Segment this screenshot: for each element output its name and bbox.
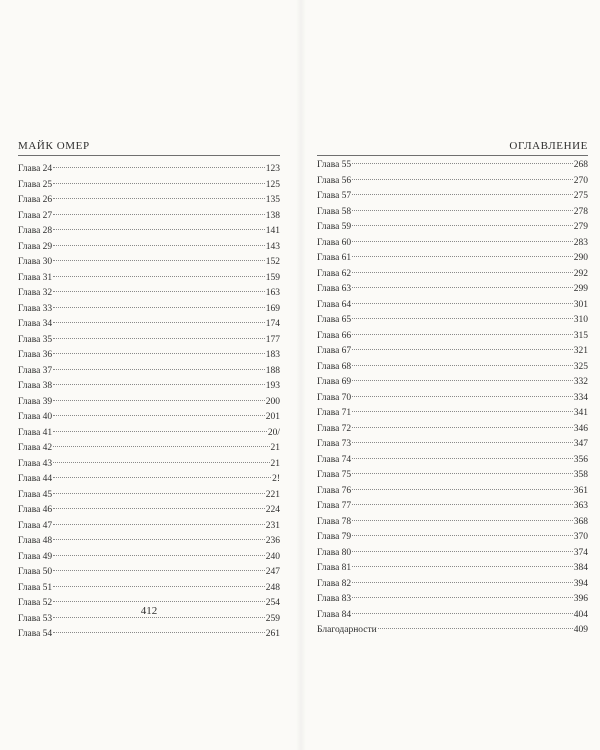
toc-entry [317, 236, 588, 252]
toc-entry-page: 240 [265, 551, 280, 562]
toc-entry-label: Глава 82 [317, 578, 352, 589]
toc-entry-page: 283 [573, 237, 588, 248]
left-page [18, 0, 280, 750]
toc-entry [18, 565, 280, 581]
toc-entry [317, 189, 588, 205]
toc-entry-label: Глава 74 [317, 454, 352, 465]
toc-entry-page: 292 [573, 268, 588, 279]
dot-leader [378, 628, 573, 629]
toc-entry-page: 368 [573, 516, 588, 527]
toc-entry-label: Глава 24 [18, 164, 53, 174]
toc-entry-page: 125 [265, 179, 280, 190]
toc-entry-page: 159 [265, 272, 280, 283]
toc-entry-label: Глава 84 [317, 609, 352, 620]
dot-leader [352, 163, 573, 164]
toc-entry-label: Глава 47 [18, 520, 53, 531]
toc-entry [18, 581, 280, 597]
toc-entry [18, 317, 280, 333]
toc-entry [18, 534, 280, 550]
toc-entry-page: 141 [265, 226, 280, 236]
toc-entry-page: 201 [265, 412, 280, 422]
toc-entry-label: Глава 77 [317, 501, 352, 511]
toc-entry [18, 333, 280, 349]
toc-entry-page: 254 [265, 598, 280, 608]
toc-entry-label: Глава 44 [18, 474, 53, 484]
toc-list-right [317, 158, 588, 639]
toc-entry-page: 270 [573, 175, 588, 186]
toc-entry [317, 546, 588, 562]
toc-entry-label: Глава 76 [317, 485, 352, 496]
toc-entry-label: Глава 38 [18, 381, 53, 391]
toc-entry-label: Глава 70 [317, 392, 352, 403]
toc-entry [18, 503, 280, 519]
dot-leader [352, 504, 573, 505]
toc-entry-page: 404 [573, 609, 588, 620]
toc-entry [317, 468, 588, 484]
toc-entry [317, 375, 588, 391]
toc-entry-page: 174 [265, 319, 280, 329]
toc-entry-label: Глава 31 [18, 272, 53, 283]
toc-entry-page: 332 [573, 377, 588, 387]
dot-leader [53, 493, 265, 494]
toc-entry-label: Глава 37 [18, 365, 53, 376]
dot-leader [53, 446, 269, 447]
dot-leader [352, 613, 573, 614]
toc-entry [18, 457, 280, 473]
toc-entry-page: 374 [573, 547, 588, 558]
toc-entry-label: Глава 57 [317, 191, 352, 201]
toc-entry-label: Глава 71 [317, 408, 352, 418]
toc-entry [317, 530, 588, 546]
toc-entry [317, 453, 588, 469]
toc-entry-page: 370 [573, 532, 588, 542]
toc-entry-page: 358 [573, 470, 588, 480]
toc-entry-label: Глава 69 [317, 377, 352, 387]
toc-entry-label: Глава 52 [18, 598, 53, 608]
dot-leader [53, 307, 265, 308]
dot-leader [53, 524, 265, 525]
dot-leader [352, 411, 573, 412]
dot-leader [352, 225, 573, 226]
toc-entry-label: Глава 66 [317, 330, 352, 341]
toc-entry-label: Глава 67 [317, 346, 352, 356]
toc-entry-label: Глава 29 [18, 241, 53, 252]
dot-leader [53, 632, 265, 633]
toc-entry-page: 152 [265, 257, 280, 267]
toc-entry-label: Глава 56 [317, 175, 352, 186]
toc-entry-page: 341 [573, 408, 588, 418]
toc-entry [18, 286, 280, 302]
toc-entry-page: 384 [573, 563, 588, 573]
dot-leader [53, 570, 265, 571]
toc-entry-label: Глава 78 [317, 516, 352, 527]
toc-entry-page: 221 [265, 489, 280, 500]
dot-leader [53, 198, 265, 199]
toc-entry-page: 275 [573, 191, 588, 201]
toc-entry-page: 325 [573, 361, 588, 372]
dot-leader [53, 167, 265, 168]
toc-entry-page: 259 [265, 613, 280, 624]
toc-entry-label: Глава 75 [317, 470, 352, 480]
toc-entry-page: 143 [265, 241, 280, 252]
toc-entry [18, 379, 280, 395]
dot-leader [53, 214, 265, 215]
dot-leader [352, 458, 573, 459]
toc-entry-label: Глава 63 [317, 284, 352, 294]
dot-leader [352, 349, 573, 350]
toc-entry [317, 391, 588, 407]
dot-leader [53, 400, 265, 401]
toc-entry-label: Глава 25 [18, 179, 53, 190]
dot-leader [53, 462, 269, 463]
toc-entry [317, 561, 588, 577]
toc-entry-page: 409 [573, 625, 588, 635]
dot-leader [53, 477, 271, 478]
toc-entry-page: 394 [573, 578, 588, 589]
toc-entry-label: Глава 32 [18, 288, 53, 298]
toc-entry [317, 298, 588, 314]
toc-entry [317, 422, 588, 438]
toc-entry [317, 344, 588, 360]
toc-entry-page: 247 [265, 567, 280, 577]
dot-leader [53, 260, 265, 261]
toc-entry-label: Глава 53 [18, 613, 53, 624]
toc-entry-page: 177 [265, 334, 280, 345]
dot-leader [352, 442, 573, 443]
dot-leader [352, 256, 573, 257]
toc-entry-page: 21 [270, 458, 280, 469]
dot-leader [352, 535, 573, 536]
toc-entry [317, 329, 588, 345]
toc-entry-page: 21 [270, 443, 280, 453]
toc-entry-page: 224 [265, 505, 280, 515]
toc-entry-label: Глава 49 [18, 551, 53, 562]
toc-entry-label: Глава 61 [317, 253, 352, 263]
dot-leader [53, 586, 265, 587]
toc-entry-label: Глава 41 [18, 427, 53, 438]
toc-entry [317, 282, 588, 298]
toc-entry [18, 410, 280, 426]
toc-entry-label: Глава 46 [18, 505, 53, 515]
toc-entry-label: Глава 27 [18, 210, 53, 221]
toc-entry-label: Глава 79 [317, 532, 352, 542]
toc-entry-label: Глава 45 [18, 489, 53, 500]
dot-leader [53, 539, 265, 540]
toc-list-left [18, 162, 280, 643]
toc-entry-label: Глава 35 [18, 334, 53, 345]
dot-leader [53, 384, 265, 385]
toc-entry-label: Глава 64 [317, 299, 352, 310]
dot-leader [352, 318, 573, 319]
toc-entry-page: 334 [573, 392, 588, 403]
toc-entry-label: Глава 39 [18, 396, 53, 407]
toc-entry [18, 426, 280, 442]
toc-entry [317, 499, 588, 515]
toc-entry [317, 267, 588, 283]
toc-entry [317, 158, 588, 174]
toc-entry [18, 348, 280, 364]
page-number: 412 [140, 605, 158, 617]
toc-entry-label: Глава 72 [317, 423, 352, 434]
toc-entry-page: 396 [573, 594, 588, 604]
toc-entry [18, 209, 280, 225]
dot-leader [352, 334, 573, 335]
toc-entry-label: Глава 26 [18, 195, 53, 205]
toc-entry-page: 268 [573, 160, 588, 170]
toc-entry-page: 290 [573, 253, 588, 263]
toc-entry-page: 278 [573, 206, 588, 217]
dot-leader [53, 322, 265, 323]
dot-leader [53, 555, 265, 556]
running-header-contents: ОГЛАВЛЕНИЕ [317, 139, 588, 156]
toc-entry-label: Глава 54 [18, 629, 53, 639]
toc-entry-label: Глава 34 [18, 319, 53, 329]
dot-leader [53, 276, 265, 277]
toc-entry [18, 395, 280, 411]
toc-entry-page: 363 [573, 501, 588, 511]
toc-entry-page: 299 [573, 284, 588, 294]
toc-entry [18, 519, 280, 535]
dot-leader [53, 183, 265, 184]
dot-leader [352, 303, 573, 304]
dot-leader [53, 291, 265, 292]
toc-entry-page: 231 [265, 520, 280, 531]
toc-entry [317, 406, 588, 422]
toc-entry [18, 240, 280, 256]
toc-entry-label: Глава 60 [317, 237, 352, 248]
dot-leader [53, 353, 265, 354]
dot-leader [352, 365, 573, 366]
toc-entry-label: Глава 43 [18, 458, 53, 469]
toc-entry [18, 271, 280, 287]
toc-entry-page: 135 [265, 195, 280, 205]
toc-entry [18, 178, 280, 194]
toc-entry-page: 20/ [267, 427, 280, 438]
toc-entry-label: Глава 28 [18, 226, 53, 236]
dot-leader [352, 396, 573, 397]
toc-entry [317, 174, 588, 190]
toc-entry-page: 236 [265, 536, 280, 546]
toc-entry [317, 437, 588, 453]
toc-entry [18, 193, 280, 209]
toc-entry-page: 138 [265, 210, 280, 221]
toc-entry-page: 310 [573, 315, 588, 325]
right-page [317, 0, 588, 750]
toc-entry-page: 2! [272, 474, 280, 484]
toc-entry-label: Глава 51 [18, 582, 53, 593]
toc-entry [18, 364, 280, 380]
toc-entry-page: 193 [265, 381, 280, 391]
toc-entry [18, 441, 280, 457]
toc-entry-label: Глава 59 [317, 222, 352, 232]
toc-entry-page: 361 [573, 485, 588, 496]
toc-entry [317, 623, 588, 639]
toc-entry-label: Глава 62 [317, 268, 352, 279]
toc-entry [317, 205, 588, 221]
toc-entry [18, 255, 280, 271]
toc-entry-label: Глава 81 [317, 563, 352, 573]
toc-entry [317, 220, 588, 236]
toc-entry-label: Глава 55 [317, 160, 352, 170]
toc-entry-page: 261 [265, 629, 280, 639]
toc-entry [18, 627, 280, 643]
toc-entry-page: 163 [265, 288, 280, 298]
dot-leader [352, 551, 573, 552]
toc-entry-page: 248 [265, 582, 280, 593]
toc-entry-page: 279 [573, 222, 588, 232]
toc-entry-label: Глава 30 [18, 257, 53, 267]
toc-entry-page: 347 [573, 439, 588, 449]
dot-leader [352, 489, 573, 490]
dot-leader [352, 272, 573, 273]
toc-entry-page: 183 [265, 350, 280, 360]
toc-entry-label: Глава 58 [317, 206, 352, 217]
toc-entry-label: Глава 68 [317, 361, 352, 372]
dot-leader [53, 601, 265, 602]
toc-entry-label: Глава 50 [18, 567, 53, 577]
toc-entry-label: Глава 33 [18, 303, 53, 314]
dot-leader [53, 431, 267, 432]
dot-leader [53, 508, 265, 509]
toc-entry [317, 515, 588, 531]
toc-entry [317, 313, 588, 329]
dot-leader [352, 210, 573, 211]
toc-entry [317, 484, 588, 500]
toc-entry-page: 315 [573, 330, 588, 341]
toc-entry-page: 301 [573, 299, 588, 310]
dot-leader [352, 179, 573, 180]
toc-entry-label: Глава 65 [317, 315, 352, 325]
toc-entry [18, 472, 280, 488]
toc-entry-page: 321 [573, 346, 588, 356]
toc-entry [317, 360, 588, 376]
dot-leader [352, 520, 573, 521]
dot-leader [53, 245, 265, 246]
toc-entry-label: Глава 36 [18, 350, 53, 360]
toc-entry-page: 188 [265, 365, 280, 376]
dot-leader [53, 338, 265, 339]
toc-entry [18, 550, 280, 566]
dot-leader [352, 194, 573, 195]
toc-entry-label: Глава 73 [317, 439, 352, 449]
toc-entry-page: 169 [265, 303, 280, 314]
toc-entry [18, 162, 280, 178]
toc-entry [317, 592, 588, 608]
dot-leader [352, 380, 573, 381]
toc-entry [317, 251, 588, 267]
toc-entry [18, 302, 280, 318]
toc-entry-label: Глава 48 [18, 536, 53, 546]
toc-entry-label: Глава 42 [18, 443, 53, 453]
toc-entry-page: 356 [573, 454, 588, 465]
book-gutter [296, 0, 306, 750]
toc-entry-page: 346 [573, 423, 588, 434]
dot-leader [53, 369, 265, 370]
dot-leader [352, 597, 573, 598]
toc-entry-page: 200 [265, 396, 280, 407]
toc-entry [18, 488, 280, 504]
toc-entry-label: Благодарности [317, 625, 377, 635]
running-header-author: МАЙК ОМЕР [18, 139, 280, 156]
toc-entry-label: Глава 83 [317, 594, 352, 604]
dot-leader [352, 473, 573, 474]
dot-leader [352, 427, 573, 428]
dot-leader [352, 566, 573, 567]
toc-entry-page: 123 [265, 164, 280, 174]
dot-leader [352, 287, 573, 288]
toc-entry-label: Глава 40 [18, 412, 53, 422]
toc-entry-label: Глава 80 [317, 547, 352, 558]
toc-entry [18, 224, 280, 240]
dot-leader [352, 241, 573, 242]
dot-leader [53, 229, 265, 230]
dot-leader [352, 582, 573, 583]
toc-entry [317, 577, 588, 593]
dot-leader [53, 415, 265, 416]
toc-entry [317, 608, 588, 624]
